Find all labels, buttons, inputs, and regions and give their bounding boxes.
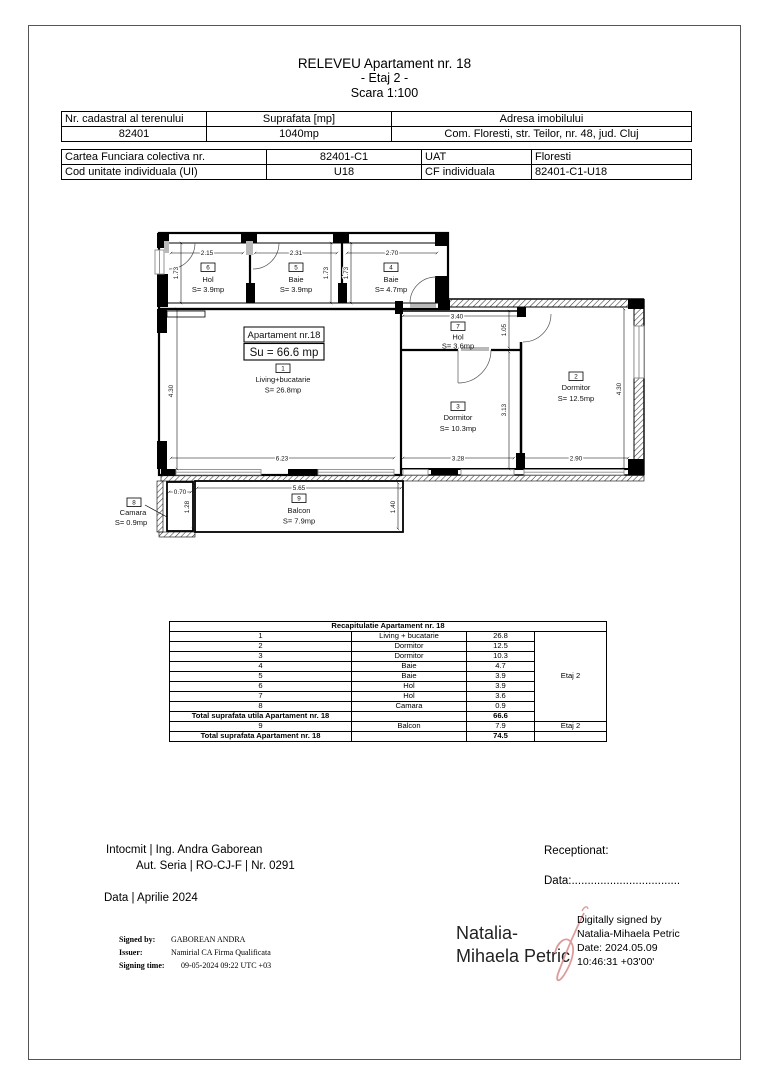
- uat-value: Floresti: [532, 150, 692, 165]
- ui-value: U18: [267, 165, 422, 180]
- recap-area: 7.9: [467, 722, 535, 732]
- badge-5: 5: [294, 264, 298, 272]
- room-camara-area: S= 0.9mp: [114, 518, 148, 527]
- digital-signature-text: [577, 913, 680, 969]
- recap-empty-cell: [352, 712, 467, 722]
- document-title: [29, 56, 740, 101]
- issuer-value: Namirial CA Firma Qualificata: [171, 948, 271, 957]
- aut-seria-line: Aut. Seria | RO-CJ-F | Nr. 0291: [136, 860, 295, 872]
- recap-name: Dormitor: [352, 642, 467, 652]
- recap-table: [169, 621, 607, 742]
- recap-area: 26.8: [467, 632, 535, 642]
- recap-empty-cell: [352, 732, 467, 742]
- land-h-cadastral: Nr. cadastral al terenului: [62, 112, 207, 127]
- recap-total-label: Total suprafata Apartament nr. 18: [170, 732, 352, 742]
- room-hol6-name: Hol: [202, 275, 214, 284]
- room-balcon-name: Balcon: [287, 506, 311, 515]
- room-dorm2-name: Dormitor: [561, 383, 591, 392]
- digital-line1: Digitally signed by: [577, 914, 662, 926]
- recap-name: Hol: [352, 682, 467, 692]
- room-dorm3-area: S= 10.3mp: [439, 424, 477, 433]
- ui-label: Cod unitate individuala (UI): [62, 165, 267, 180]
- land-table: [61, 111, 692, 142]
- land-v-area: 1040mp: [207, 127, 392, 142]
- signer-name-line2: Mihaela Petric: [456, 946, 571, 966]
- recap-nr: 6: [170, 682, 352, 692]
- signer-name-line1: Natalia-: [456, 923, 519, 943]
- badge-8: 8: [132, 499, 136, 507]
- recap-area: 12.5: [467, 642, 535, 652]
- room-balcon-area: S= 7.9mp: [282, 516, 316, 526]
- floor-plan: [101, 226, 661, 556]
- intocmit-line: Intocmit | Ing. Andra Gaborean: [106, 844, 263, 856]
- dim-camara-height: 1.28: [184, 500, 191, 514]
- land-h-address: Adresa imobilului: [392, 112, 692, 127]
- digital-line3: Date: 2024.05.09: [577, 942, 658, 954]
- recap-name: Camara: [352, 702, 467, 712]
- page-border-frame: [28, 25, 741, 1060]
- signing-time-row: [119, 959, 271, 972]
- dim-baie4-height: 1.73: [343, 266, 350, 280]
- recap-area: 0.9: [467, 702, 535, 712]
- recap-area: 10.3: [467, 652, 535, 662]
- recap-name: Balcon: [352, 722, 467, 732]
- dim-camara-width: 0.70: [173, 489, 187, 496]
- recap-total-utila-label: Total suprafata utila Apartament nr. 18: [170, 712, 352, 722]
- dim-baie4-width: 2.70: [385, 250, 399, 257]
- data-line: Data | Aprilie 2024: [104, 892, 198, 904]
- room-dorm2-area: S= 12.5mp: [557, 394, 595, 403]
- receptionat-label: Receptionat:: [544, 845, 609, 857]
- room-baie5-name: Baie: [288, 275, 304, 284]
- room-hol7-name: Hol: [452, 332, 464, 342]
- recap-nr: 5: [170, 672, 352, 682]
- dim-hol6-width: 2.15: [200, 250, 214, 257]
- room-camara-name: Camara: [119, 508, 147, 517]
- recap-name: Baie: [352, 662, 467, 672]
- dim-dorm2-height: 4.30: [616, 382, 623, 396]
- dim-hol7-width: 3.40: [450, 313, 464, 321]
- dim-dorm2-width: 2.90: [569, 455, 583, 463]
- room-living-name: Living+bucatarie: [255, 375, 311, 384]
- room-hol7-area: S= 3.6mp: [441, 341, 475, 351]
- recap-nr: 3: [170, 652, 352, 662]
- badge-2: 2: [574, 373, 578, 381]
- signature-details: [119, 933, 271, 972]
- recap-total-utila-value: 66.6: [467, 712, 535, 722]
- recap-area: 3.9: [467, 672, 535, 682]
- title-line-3: Scara 1:100: [350, 86, 419, 100]
- recap-name: Hol: [352, 692, 467, 702]
- dim-balcon-height: 1.40: [390, 500, 397, 514]
- recap-nr: 7: [170, 692, 352, 702]
- apartment-usable-area: Su = 66.6 mp: [249, 347, 319, 359]
- badge-3: 3: [456, 403, 460, 411]
- cf-individuala-label: CF individuala: [422, 165, 532, 180]
- room-baie4-name: Baie: [383, 275, 399, 284]
- recap-etaj-span: Etaj 2: [535, 632, 607, 722]
- room-baie4-area: S= 4.7mp: [374, 285, 408, 294]
- recap-name: Baie: [352, 672, 467, 682]
- dim-baie5-width: 2.31: [289, 250, 303, 257]
- issuer-label: Issuer:: [119, 948, 143, 957]
- land-v-address: Com. Floresti, str. Teilor, nr. 48, jud. Cluj: [392, 127, 692, 142]
- door-swings: [169, 243, 551, 383]
- recap-name: Living + bucatarie: [352, 632, 467, 642]
- signed-by-label: Signed by:: [119, 935, 156, 944]
- cf-individuala-value: 82401-C1-U18: [532, 165, 692, 180]
- badge-9: 9: [297, 495, 301, 503]
- issuer-row: [119, 946, 271, 959]
- recap-nr: 8: [170, 702, 352, 712]
- uat-label: UAT: [422, 150, 532, 165]
- signed-by-value: GABOREAN ANDRA: [171, 935, 246, 944]
- signed-by-row: [119, 933, 271, 946]
- apartment-title: Apartament nr.18: [247, 330, 321, 341]
- signing-time-value: 09-05-2024 09:22 UTC +03: [181, 961, 272, 970]
- dim-living-height: 4.30: [168, 384, 175, 398]
- room-living-area: S= 26.8mp: [264, 385, 302, 395]
- dim-balcon-width: 5.65: [292, 485, 306, 492]
- receptionat-data-dots: Data:..................................: [544, 875, 681, 887]
- cf-colectiva-label: Cartea Funciara colectiva nr.: [62, 150, 267, 165]
- dim-dorm3-height: 3.13: [501, 403, 508, 417]
- recap-area: 4.7: [467, 662, 535, 672]
- recap-balcon-row: [170, 722, 607, 732]
- land-h-area: Suprafata [mp]: [207, 112, 392, 127]
- digital-line2: Natalia-Mihaela Petric: [577, 928, 680, 940]
- recap-empty-cell: [535, 732, 607, 742]
- dim-dorm3-width: 3.28: [451, 455, 465, 463]
- badge-7: 7: [456, 323, 460, 331]
- badge-4: 4: [389, 264, 393, 272]
- digital-line4: 10:46:31 +03'00': [577, 956, 655, 968]
- recap-area: 3.9: [467, 682, 535, 692]
- room-baie5-area: S= 3.9mp: [279, 285, 313, 294]
- recap-total-row: [170, 732, 607, 742]
- recap-area: 3.6: [467, 692, 535, 702]
- room-hol6-area: S= 3.9mp: [191, 285, 225, 294]
- windows: [155, 250, 644, 475]
- cf-colectiva-value: 82401-C1: [267, 150, 422, 165]
- room-dorm3-name: Dormitor: [443, 413, 473, 422]
- recap-name: Dormitor: [352, 652, 467, 662]
- dim-hol6-height: 1.73: [173, 266, 180, 280]
- apartment-label-box: [244, 327, 324, 360]
- signing-time-label: Signing time:: [119, 961, 165, 970]
- recap-nr: 1: [170, 632, 352, 642]
- recap-title: Recapitulatie Apartament nr. 18: [170, 622, 607, 632]
- dim-baie5-height: 1.73: [323, 266, 330, 280]
- recap-balcon-etaj: Etaj 2: [535, 722, 607, 732]
- land-v-cadastral: 82401: [62, 127, 207, 142]
- dim-hol7-height: 1.05: [501, 323, 508, 337]
- title-line-2: - Etaj 2 -: [360, 71, 409, 85]
- badge-6: 6: [206, 264, 210, 272]
- badge-1: 1: [281, 365, 285, 373]
- recap-nr: 2: [170, 642, 352, 652]
- recap-nr: 4: [170, 662, 352, 672]
- dim-living-width: 6.23: [275, 455, 289, 463]
- table-row: [170, 632, 607, 642]
- cf-table: [61, 149, 692, 180]
- title-line-1: RELEVEU Apartament nr. 18: [297, 56, 472, 71]
- recap-nr: 9: [170, 722, 352, 732]
- recap-total-value: 74.5: [467, 732, 535, 742]
